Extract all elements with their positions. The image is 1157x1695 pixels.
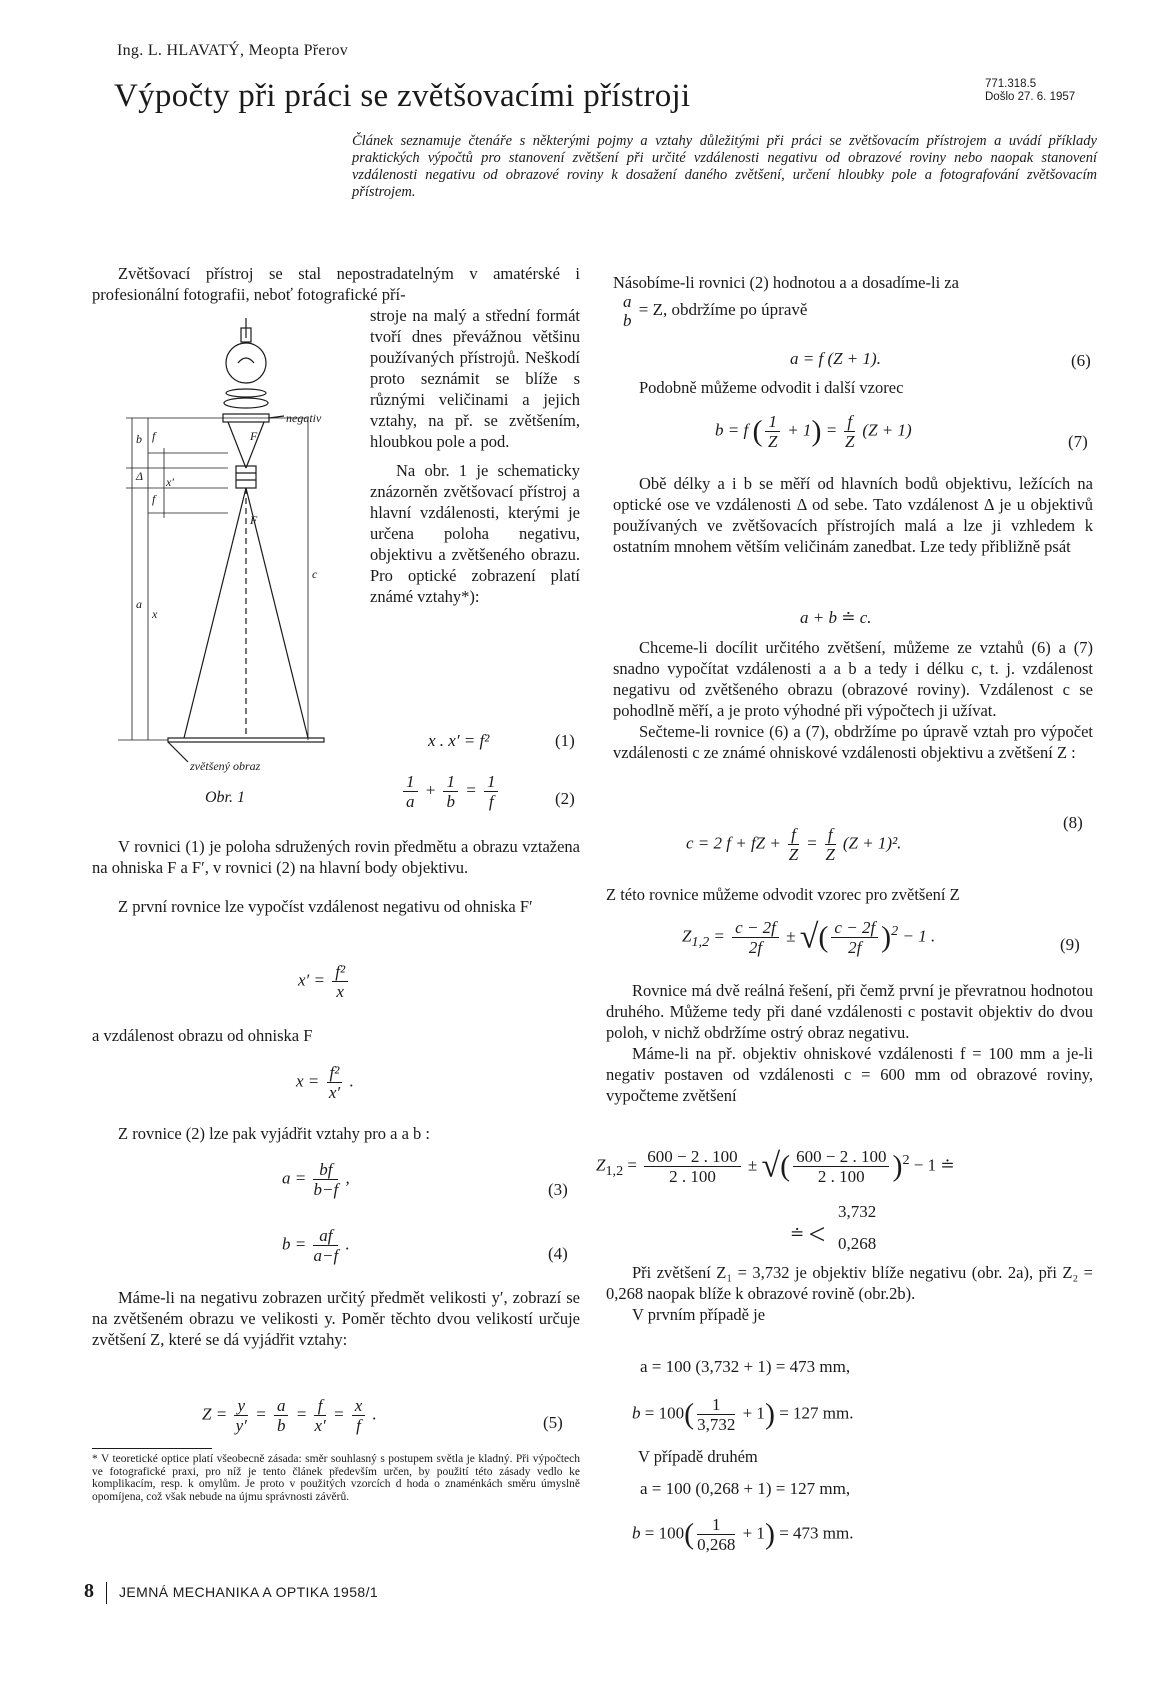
label-a: a — [136, 597, 142, 611]
right-p1-wrap — [613, 272, 1093, 293]
equation-2-number: (2) — [555, 789, 575, 808]
right-p3-wrap — [613, 473, 1093, 557]
label-f1: f — [152, 429, 156, 443]
right-p11-wrap — [612, 1446, 1092, 1467]
left-p7: Máme-li na negativu zobrazen určitý předmět velikosti y′, zobrazí se na zvětšeném obrazu ve velikosti y. Poměr těchto dvou velikostí určuje zvětšení Z, které se dá vyjádřit vztahy: — [92, 1288, 580, 1349]
equation-3: a = $\frac{bf}{b-f}$ , — [282, 1160, 350, 1199]
equation-roots: ≐ < — [790, 1218, 826, 1251]
right-p11: V případě druhém — [638, 1447, 758, 1466]
left-p6-wrap — [92, 1123, 580, 1144]
right-p8: Máme-li na př. objektiv ohniskové vzdálenosti f = 100 mm a je-li negativ postaven od vzdálenosti c = 600 mm od obrazové roviny, vypočteme zvětšení — [606, 1044, 1093, 1105]
equation-4: b = $\frac{af}{a-f}$ . — [282, 1226, 350, 1265]
equation-1-number: (1) — [555, 731, 575, 750]
right-p7: Rovnice má dvě reálná řešení, při čemž první je převratnou hodnotou druhého. Můžeme tedy při dané vzdálenosti c postavit objektiv do dvou poloh, v nichž obdržíme ostrý obraz negativu. — [606, 981, 1093, 1042]
footnote: * V teoretické optice platí všeobecně zásada: směr souhlasný s postupem světla je kladný. Při výpočtech ve fotografické praxi, pro níž je tento článek především určen, by použití této zásady vedlo ke komplikacím, resp. k omylům. Je proto v použitých vzorcích d hoda o znaménkách směru úmyslně opomíjena, což však nebude na újmu správnosti závěrů. — [92, 1453, 580, 1503]
left-p7-wrap — [92, 1287, 580, 1350]
right-p2: Podobně můžeme odvodit i další vzorec — [639, 378, 904, 397]
right-p9-wrap — [606, 1262, 1093, 1325]
equation-xprime: x′ = $\frac{\text{f²}}{x}$ — [298, 962, 351, 1001]
equation-a-over-b: a b = Z, obdržíme po úpravě — [623, 292, 808, 330]
right-p6: Z této rovnice můžeme odvodit vzorec pro zvětšení Z — [606, 885, 960, 904]
equation-8: c = 2 f + fZ + $\frac{f}{Z}$ = $\frac{f}{Z}$ (Z + 1)². — [686, 825, 902, 864]
calc-2b: b = 100( $\frac{1}{0,268}$ + 1) = 473 mm. — [632, 1515, 854, 1554]
left-p6: Z rovnice (2) lze pak vyjádřit vztahy pro a a b : — [118, 1124, 431, 1143]
footer-divider — [106, 1582, 107, 1604]
label-delta: Δ — [136, 469, 144, 483]
figure-caption: Obr. 1 — [205, 789, 246, 806]
calc-1b-result: = 127 mm. — [779, 1403, 854, 1423]
equation-example: $Z_{1,2}$ = $\frac{600 - 2 . 100}{2 . 100}$ ± √( $\frac{600 - 2 . 100}{2 . 100}$ )$^2$ − 1 ≐ — [596, 1147, 955, 1186]
equation-9: $Z_{1,2}$ = $\frac{c - 2f}{2f}$ ± √( $\frac{c - 2f}{2f}$ )$^2$ − 1 . — [682, 918, 936, 957]
udc-code: 771.318.5 — [985, 78, 1037, 90]
label-b: b — [136, 432, 142, 446]
calc-1a: a = 100 (3,732 + 1) = 473 mm, — [640, 1357, 851, 1376]
left-intro — [92, 263, 580, 305]
left-p1b: stroje na malý a střední formát tvoří dnes převážnou většinu používaných přístrojů. Neškodí proto seznámit se blíže s různými veličinami a jejich vztahy, na př. se zvětšením, hloubkou pole a pod. — [370, 306, 580, 451]
left-p2: Na obr. 1 je schematicky znázorněn zvětšovací přístroj a hlavní vzdálenosti, kterými je určena poloha negativu, objektivu a zvětšeného obrazu. Pro optické zobrazení platí známé vztahy*): — [370, 461, 580, 606]
label-F: F — [250, 513, 258, 527]
right-p1b: = Z, obdržíme po úpravě — [638, 299, 808, 319]
enlarger-diagram — [108, 318, 348, 773]
right-p9: Při zvětšení Z₁ = 3,732 je objektiv blíže negativu (obr. 2a), při Z₂ = 0,268 naopak blíže k obrazové rovině (obr.2b). — [606, 1263, 1093, 1303]
right-p10: V prvním případě je — [632, 1305, 766, 1324]
label-image: zvětšený obraz — [190, 759, 261, 773]
equation-3-number: (3) — [548, 1180, 568, 1199]
left-p5-wrap — [92, 1025, 580, 1046]
equation-7-number: (7) — [1068, 432, 1088, 451]
author-line: Ing. L. HLAVATÝ, Meopta Přerov — [117, 42, 349, 59]
right-p3: Obě délky a i b se měří od hlavních bodů objektivu, ležících na optické ose ve vzdálenosti Δ od sebe. Tato vzdálenost Δ je u objektivů používaných ve zvětšovacích přístrojích malá a lze ji vzhledem k ostatním mnohem větším veličinám zanedbat. Lze tedy přibližně psát — [613, 474, 1093, 556]
right-p4: Chceme-li docílit určitého zvětšení, můžeme ze vztahů (6) a (7) snadno vypočítat vzdálenosti a a b a tedy i délku c, t. j. vzdálenost negativu od zvětšeného obrazu (obrazové roviny). Vzdálenost c se pohodlně měří, a je proto výhodné při výpočtech ji užívat. — [613, 638, 1093, 720]
abstract: Článek seznamuje čtenáře s některými pojmy a vztahy důležitými při práci se zvětšovacím přístrojem a uvádí příklady praktických výpočtů pro stanovení zvětšení při určité vzdálenosti negativu od obrazové roviny nebo naopak stanovení vzdálenosti negativu od obrazové roviny k dosažení daného zvětšení, určení hloubky pole a fotografování zvětšovacím přístrojem. — [352, 133, 1097, 200]
equation-5: Z = $\frac{y}{y'}$ = $\frac{a}{b}$ = $\frac{f}{x'}$ = $\frac{x}{f}$ . — [202, 1396, 377, 1435]
left-side-text — [370, 305, 580, 607]
left-p1a: Zvětšovací přístroj se stal nepostradatelným v amatérské i profesionální fotografii, neboť fotografické pří- — [92, 264, 580, 304]
left-body — [92, 836, 580, 917]
equation-6-number: (6) — [1071, 351, 1091, 370]
page-footer — [84, 1580, 378, 1604]
label-x: x — [152, 607, 158, 621]
equation-5-number: (5) — [543, 1413, 563, 1432]
root-1: 3,732 — [838, 1202, 877, 1221]
calc-2a: a = 100 (0,268 + 1) = 127 mm, — [640, 1479, 851, 1498]
label-c: c — [312, 567, 318, 581]
udc-block — [985, 78, 1075, 104]
calc-1b: b = 100( $\frac{1}{3,732}$ + 1) = 127 mm. — [632, 1395, 854, 1434]
received-date: Došlo 27. 6. 1957 — [985, 91, 1076, 103]
calc-2b-result: = 473 mm. — [779, 1523, 854, 1543]
right-p5: Sečteme-li rovnice (6) a (7), obdržíme po úpravě vztah pro výpočet vzdálenosti c ze známé ohniskové vzdálenosti objektivu a zvětšení Z : — [613, 722, 1093, 762]
equation-8-number: (8) — [1063, 813, 1083, 832]
label-negativ: negativ — [286, 411, 322, 425]
equation-1: x . x′ = f² — [428, 731, 490, 750]
root-2: 0,268 — [838, 1234, 877, 1253]
right-p7-wrap — [606, 980, 1093, 1106]
right-p6-wrap — [606, 884, 1093, 905]
page-number: 8 — [84, 1580, 94, 1602]
equation-x: x = $\frac{\text{f²}}{x'}$ . — [296, 1063, 354, 1102]
right-p1: Násobíme-li rovnici (2) hodnotou a a dosadíme-li za — [613, 273, 959, 292]
right-p4-wrap — [613, 637, 1093, 763]
label-f2: f — [152, 492, 156, 506]
equation-approx: a + b ≐ c. — [800, 608, 872, 627]
equation-9-number: (9) — [1060, 935, 1080, 954]
equation-2: $\frac{1}{a}$ + $\frac{1}{b}$ = $\frac{1}{f}$ — [400, 772, 501, 811]
left-p3: V rovnici (1) je poloha sdružených rovin předmětu a obrazu vztažena na ohniska F a F′, v rovnici (2) na hlavní body objektivu. — [92, 837, 580, 877]
left-p5: a vzdálenost obrazu od ohniska F — [92, 1026, 313, 1045]
journal-name: JEMNÁ MECHANIKA A OPTIKA 1958/1 — [119, 1584, 379, 1600]
label-Fprime: F′ — [250, 429, 260, 443]
equation-4-number: (4) — [548, 1244, 568, 1263]
footnote-rule — [92, 1448, 212, 1449]
equation-6: a = f (Z + 1). — [790, 349, 881, 368]
equation-7: b = f ( $\frac{1}{Z}$ + 1) = $\frac{f}{Z}$ (Z + 1) — [715, 412, 912, 451]
right-p2-wrap — [613, 377, 1093, 398]
left-p4: Z první rovnice lze vypočíst vzdálenost negativu od ohniska F′ — [118, 897, 533, 916]
article-title: Výpočty při práci se zvětšovacími přístroji — [114, 78, 691, 114]
label-xprime: x′ — [166, 475, 174, 489]
